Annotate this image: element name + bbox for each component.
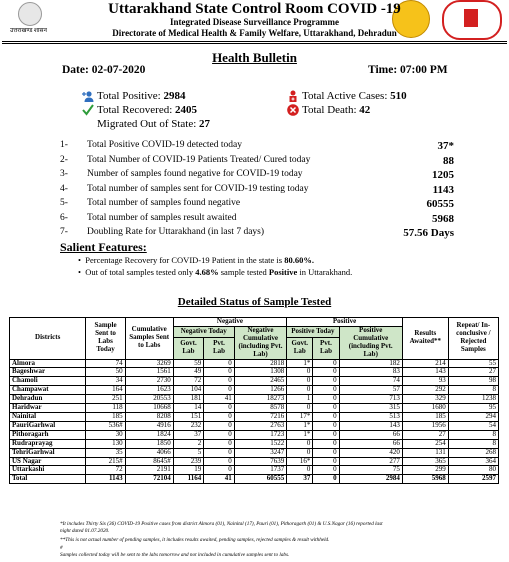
table-cell: 0 [204,457,235,466]
table-cell: 8578 [234,404,286,413]
table-cell: 1561 [125,368,173,377]
table-cell: 54 [448,421,498,430]
total-death-value: 42 [359,104,371,116]
total-recovered-value: 2405 [175,104,198,116]
table-cell: 0 [313,404,339,413]
table-cell: 41 [204,475,235,484]
patient-icon [287,90,299,102]
table-cell: 10668 [125,404,173,413]
table-cell: 2763 [234,421,286,430]
district-cell: Rudraprayag [10,439,86,448]
table-cell: 8 [448,386,498,395]
table-cell: 5968 [402,475,448,484]
table-cell: 8208 [125,412,173,421]
table-cell: 268 [448,448,498,457]
table-cell: 37 [287,475,313,484]
col-header-pvt-lab: Pvt. Lab [313,338,339,359]
district-cell: Champawat [10,386,86,395]
district-cell: Total [10,475,86,484]
col-header-pos-today: Positive Today [287,326,339,337]
table-cell: 59 [173,359,204,368]
table-cell: 34 [86,377,125,386]
table-cell: 3247 [234,448,286,457]
table-cell: 66 [339,430,402,439]
table-cell: 1266 [234,386,286,395]
table-cell: 420 [339,448,402,457]
table-cell: 3269 [125,359,173,368]
col-header-govt-lab: Govt. Lab [287,338,313,359]
table-cell: 75 [339,466,402,475]
table-cell: 329 [402,395,448,404]
footnote-positive-cont: night dated 01.07.2020. [60,528,110,534]
table-cell: 0 [204,386,235,395]
department-subtitle: Directorate of Medical Health & Family Welfare, Uttarakhand, Dehradun [112,28,397,38]
table-cell: 2597 [448,475,498,484]
table-cell: 2191 [125,466,173,475]
table-cell: 0 [313,439,339,448]
bulletin-time: Time: 07:00 PM [368,64,448,76]
table-cell: 143 [402,368,448,377]
table-cell: 1680 [402,404,448,413]
table-cell: 80 [448,466,498,475]
table-row [10,412,499,421]
table-cell: 239 [173,457,204,466]
list-item: 7- Doubling Rate for Uttarakhand (in last 7 days) 57.56 Days [60,227,454,239]
table-cell: 0 [313,368,339,377]
table-cell: 294 [448,412,498,421]
table-cell: 0 [287,368,313,377]
table-cell: 215# [86,457,125,466]
district-cell: Haridwar [10,404,86,413]
table-cell: 536# [86,421,125,430]
bulletin-date: Date: 02-07-2020 [62,64,146,76]
table-cell: 0 [204,421,235,430]
table-cell: 364 [448,457,498,466]
table-row [10,439,499,448]
table-cell: 18273 [234,395,286,404]
list-item: 1- Total Positive COVID-19 detected today 37* [60,140,454,152]
table-cell: 16* [287,457,313,466]
table-cell: 72 [173,377,204,386]
check-icon [82,104,94,116]
table-row [10,386,499,395]
district-cell: PauriGarhwal [10,421,86,430]
table-cell: 55 [448,359,498,368]
district-cell: Dehradun [10,395,86,404]
table-cell: 35 [86,448,125,457]
table-cell: 0 [204,448,235,457]
salient-bullet: • Percentage Recovery for COVID-19 Patient in the state is 80.60%. [78,255,314,265]
footnote-mark: # [60,545,63,551]
col-header-positive: Positive [287,318,403,327]
col-header-neg-today: Negative Today [173,326,234,337]
sample-status-table [9,317,499,484]
table-row [10,457,499,466]
table-cell: 49 [173,368,204,377]
key-figures-list [60,140,460,242]
table-cell: 98 [448,377,498,386]
col-header-govt-lab: Govt. Lab [173,338,204,359]
table-cell: 1522 [234,439,286,448]
table-cell: 118 [86,404,125,413]
table-cell: 20553 [125,395,173,404]
table-cell: 72104 [125,475,173,484]
table-cell: 0 [313,475,339,484]
bulletin-heading: Health Bulletin [212,50,297,65]
table-cell: 1* [287,359,313,368]
table-row [10,368,499,377]
table-cell: 1956 [402,421,448,430]
table-cell: 17* [287,412,313,421]
table-cell: 185 [402,412,448,421]
list-item: 5- Total number of samples found negative 60555 [60,198,454,210]
footnote-samples: Samples collected today will be sent to the labs tomorrow and not included in cumulative samples sent to labs. [60,552,290,558]
table-cell: 27 [448,368,498,377]
table-cell: 2730 [125,377,173,386]
table-cell: 8 [448,430,498,439]
table-cell: 0 [313,412,339,421]
table-cell: 4066 [125,448,173,457]
total-positive-value: 2984 [163,90,186,102]
table-cell: 50 [86,368,125,377]
col-header-neg-cum: Negative Cumulative (including Pvt. Lab) [234,326,286,359]
table-cell: 1* [287,421,313,430]
table-cell: 299 [402,466,448,475]
district-cell: Chamoli [10,377,86,386]
table-cell: 83 [339,368,402,377]
col-header-sent-today: Sample Sent to Labs Today [86,318,125,360]
table-cell: 27 [402,430,448,439]
table-cell: 1 [287,395,313,404]
total-positive-label: Total Positive: [97,90,161,102]
table-cell: 0 [287,377,313,386]
table-cell: 30 [86,430,125,439]
district-cell: Uttarkashi [10,466,86,475]
district-cell: Almora [10,359,86,368]
table-row [10,448,499,457]
table-row [10,395,499,404]
close-circle-icon [287,104,299,116]
table-cell: 1* [287,430,313,439]
table-cell: 8645# [125,457,173,466]
add-user-icon [82,90,94,102]
table-cell: 0 [204,412,235,421]
table-cell: 130 [86,439,125,448]
table-row [10,377,499,386]
col-header-repeat: Repeat/ In-conclusive / Rejected Samples [448,318,498,360]
footnote-positive: *It includes Thirty Six (36) COVID-19 Positive cases from district Almora (01), Nainital (17), Pauri (01), Pithoragarh (01) & U.S.Nagar (16) reported last [60,521,383,527]
table-row [10,421,499,430]
table-cell: 0 [204,368,235,377]
table-cell: 164 [86,386,125,395]
table-cell: 0 [313,448,339,457]
table-cell: 8 [448,439,498,448]
table-cell: 151 [173,412,204,421]
table-cell: 2 [173,439,204,448]
table-cell: 7639 [234,457,286,466]
table-cell: 214 [402,359,448,368]
list-item: 4- Total number of samples sent for COVID-19 testing today 1143 [60,183,454,196]
list-item: 2- Total Number of COVID-19 Patients Treated/ Cured today 88 [60,154,454,167]
migrated-label: Migrated Out of State: [97,118,197,130]
district-cell: Nainital [10,412,86,421]
table-cell: 72 [86,466,125,475]
table-cell: 292 [402,386,448,395]
total-recovered-stat [82,104,197,116]
migrated-stat [97,118,210,130]
table-cell: 365 [402,457,448,466]
total-positive-stat [82,90,185,102]
table-cell: 1623 [125,386,173,395]
table-cell: 2818 [234,359,286,368]
table-cell: 104 [173,386,204,395]
table-cell: 185 [86,412,125,421]
table-row [10,404,499,413]
table-cell: 0 [287,386,313,395]
table-cell: 1238 [448,395,498,404]
table-cell: 93 [402,377,448,386]
table-cell: 74 [86,359,125,368]
header-divider-2 [2,43,507,44]
col-header-districts: Districts [10,318,86,360]
table-cell: 1143 [86,475,125,484]
table-total-row [10,475,499,484]
table-cell: 277 [339,457,402,466]
table-cell: 315 [339,404,402,413]
table-cell: 182 [339,359,402,368]
table-cell: 254 [402,439,448,448]
emblem-caption: उत्तराखण्ड शासन [10,28,47,34]
district-cell: Bageshwar [10,368,86,377]
table-cell: 0 [287,439,313,448]
programme-subtitle: Integrated Disease Surveillance Programme [169,17,340,27]
table-cell: 232 [173,421,204,430]
table-cell: 37 [173,430,204,439]
table-cell: 57 [339,386,402,395]
table-cell: 1850 [125,439,173,448]
table-cell: 513 [339,412,402,421]
table-cell: 95 [448,404,498,413]
table-row [10,430,499,439]
table-cell: 0 [313,457,339,466]
col-header-pvt-lab: Pvt. Lab [204,338,235,359]
salient-heading: Salient Features: [60,240,147,254]
total-death-stat [287,104,370,116]
detail-heading: Detailed Status of Sample Tested [177,296,332,308]
table-cell: 0 [204,359,235,368]
list-item: 3- Number of samples found negative for COVID-19 today 1205 [60,169,454,181]
table-cell: 1824 [125,430,173,439]
table-cell: 0 [287,466,313,475]
table-cell: 0 [313,430,339,439]
col-header-pos-cum: Positive Cumulative (including Pvt. Lab) [339,326,402,359]
table-cell: 0 [204,430,235,439]
table-row [10,359,499,368]
table-cell: 0 [287,448,313,457]
table-cell: 0 [204,404,235,413]
table-cell: 0 [313,421,339,430]
district-cell: US Nagar [10,457,86,466]
table-cell: 1308 [234,368,286,377]
table-cell: 713 [339,395,402,404]
table-cell: 2465 [234,377,286,386]
table-cell: 143 [339,421,402,430]
table-cell: 0 [287,404,313,413]
table-cell: 60555 [234,475,286,484]
table-cell: 0 [204,439,235,448]
table-cell: 1723 [234,430,286,439]
table-cell: 4916 [125,421,173,430]
table-cell: 0 [313,377,339,386]
active-cases-value: 510 [390,90,407,102]
active-cases-label: Total Active Cases: [302,90,388,102]
salient-bullet: • Out of total samples tested only 4.68% sample tested Positive in Uttarakhand. [78,267,353,277]
table-cell: 66 [339,439,402,448]
table-cell: 251 [86,395,125,404]
table-cell: 0 [313,466,339,475]
table-cell: 0 [204,377,235,386]
total-recovered-label: Total Recovered: [97,104,173,116]
table-cell: 0 [313,386,339,395]
table-cell: 0 [313,395,339,404]
table-cell: 2984 [339,475,402,484]
table-cell: 7216 [234,412,286,421]
header-divider [2,41,507,42]
table-cell: 181 [173,395,204,404]
table-cell: 0 [313,359,339,368]
footnote-awaited: **This is not actual number of pending samples, it includes results awaited, pending samples, rejected samples & result withheld. [60,537,330,543]
table-row [10,466,499,475]
table-cell: 1164 [173,475,204,484]
table-cell: 131 [402,448,448,457]
list-item: 6- Total number of samples result awaited 5968 [60,212,454,225]
col-header-negative: Negative [173,318,287,327]
col-header-cum-sent: Cumulative Samples Sent to Labs [125,318,173,360]
table-cell: 5 [173,448,204,457]
table-cell: 19 [173,466,204,475]
page-title: Uttarakhand State Control Room COVID -19 [108,1,401,17]
district-cell: Pithoragarh [10,430,86,439]
table-cell: 1737 [234,466,286,475]
col-header-awaited: Results Awaited** [402,318,448,360]
table-cell: 0 [204,466,235,475]
table-cell: 74 [339,377,402,386]
table-cell: 14 [173,404,204,413]
active-cases-stat [287,90,407,102]
migrated-value: 27 [199,118,211,130]
district-cell: TehriGarhwal [10,448,86,457]
table-cell: 41 [204,395,235,404]
total-death-label: Total Death: [302,104,357,116]
